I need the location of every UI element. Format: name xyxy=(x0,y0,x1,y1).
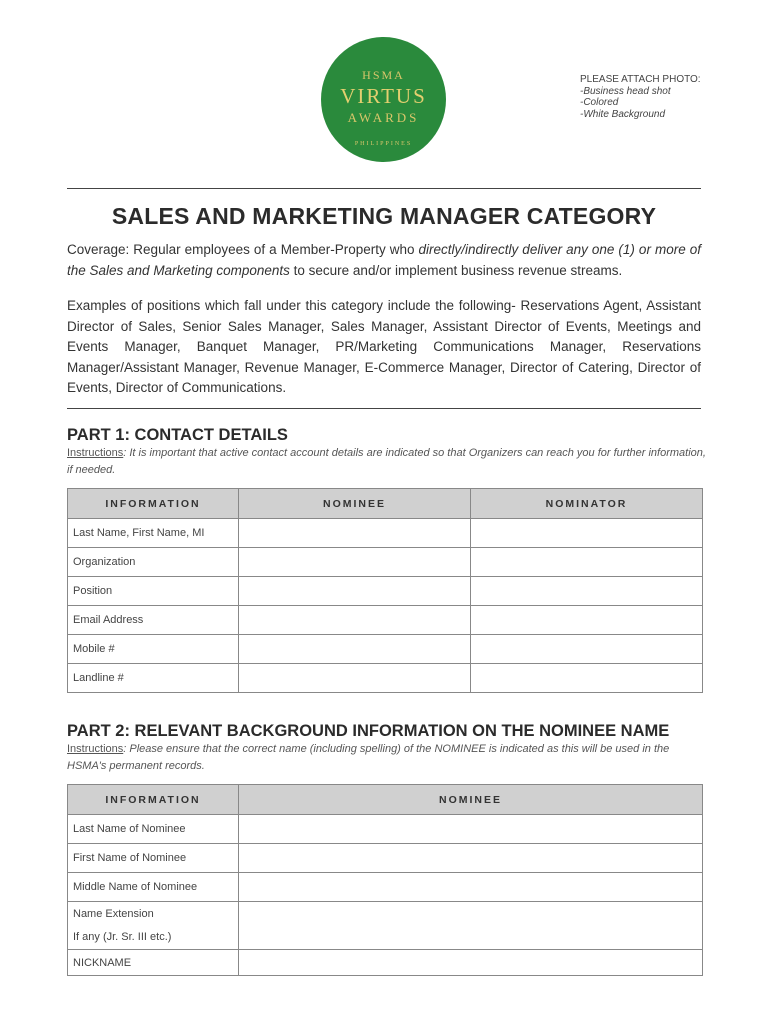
nominee-name-table xyxy=(67,784,703,976)
nominee-name-extension-field[interactable] xyxy=(239,902,703,950)
nominee-last-name-field[interactable] xyxy=(239,815,703,844)
coverage-italic-text: directly/indirectly deliver any one (1) or more of the Sales and Marketing components xyxy=(67,242,701,278)
part1-instructions-label: Instructions xyxy=(67,447,124,459)
photo-note-item: -Colored xyxy=(580,97,619,108)
row-label-landline: Landline # xyxy=(68,664,239,693)
column-header-nominee: NOMINEE xyxy=(239,785,703,815)
contact-details-table xyxy=(67,488,703,693)
row-label-nickname: NICKNAME xyxy=(68,950,239,976)
nominator-position-field[interactable] xyxy=(471,577,703,606)
page-title: SALES AND MARKETING MANAGER CATEGORY xyxy=(111,203,657,229)
nominator-mobile-field[interactable] xyxy=(471,635,703,664)
row-label-name-extension xyxy=(68,902,239,950)
part2-instructions-label: Instructions xyxy=(67,743,124,755)
table-header-row xyxy=(68,785,703,815)
nominee-middle-name-field[interactable] xyxy=(239,873,703,902)
part2-instructions xyxy=(67,741,707,775)
table-row xyxy=(68,548,703,577)
nominator-name-field[interactable] xyxy=(471,519,703,548)
logo-line-philippines: PHILIPPINES xyxy=(354,141,413,147)
column-header-information: INFORMATION xyxy=(68,785,239,815)
row-label-mobile: Mobile # xyxy=(68,635,239,664)
table-row xyxy=(68,519,703,548)
top-divider xyxy=(67,188,701,189)
photo-note-item: -Business head shot xyxy=(580,85,671,97)
nominee-organization-field[interactable] xyxy=(239,548,471,577)
table-row xyxy=(68,902,703,950)
row-label-organization: Organization xyxy=(68,548,239,577)
table-row xyxy=(68,577,703,606)
coverage-text: Coverage: Regular employees of a Member-Property who xyxy=(67,242,419,257)
photo-attach-note xyxy=(580,74,701,120)
table-row xyxy=(68,873,703,902)
hsma-virtus-awards-logo xyxy=(321,37,446,162)
table-row xyxy=(68,606,703,635)
table-row xyxy=(68,844,703,873)
part1-heading: PART 1: CONTACT DETAILS xyxy=(67,426,288,444)
row-label-middle-name: Middle Name of Nominee xyxy=(68,873,239,902)
part2-heading: PART 2: RELEVANT BACKGROUND INFORMATION ON THE NOMINEE NAME xyxy=(67,722,670,740)
logo-line-hsma: HSMA xyxy=(362,68,405,82)
logo-line-virtus: VIRTUS xyxy=(340,84,427,108)
table-header-row xyxy=(68,489,703,519)
nominator-landline-field[interactable] xyxy=(471,664,703,693)
table-row xyxy=(68,950,703,976)
column-header-nominee: NOMINEE xyxy=(239,489,471,519)
mid-divider xyxy=(67,408,701,409)
nominee-nickname-field[interactable] xyxy=(239,950,703,976)
nominator-email-field[interactable] xyxy=(471,606,703,635)
column-header-information: INFORMATION xyxy=(68,489,239,519)
row-label-email: Email Address xyxy=(68,606,239,635)
nominee-landline-field[interactable] xyxy=(239,664,471,693)
name-extension-hint: If any (Jr. Sr. III etc.) xyxy=(73,930,172,943)
logo-line-awards: AWARDS xyxy=(347,110,420,125)
part2-instructions-text: : Please ensure that the correct name (including spelling) of the NOMINEE is indicated as this will be used in the HSMA's permanent records. xyxy=(67,743,670,772)
row-label-name: Last Name, First Name, MI xyxy=(68,519,239,548)
nominee-name-field[interactable] xyxy=(239,519,471,548)
coverage-paragraph xyxy=(67,240,701,281)
nominee-mobile-field[interactable] xyxy=(239,635,471,664)
row-label-position: Position xyxy=(68,577,239,606)
column-header-nominator: NOMINATOR xyxy=(471,489,703,519)
row-label-first-name: First Name of Nominee xyxy=(68,844,239,873)
examples-paragraph: Examples of positions which fall under this category include the following- Reservations Agent, Assistant Director of Sales, Senior Sales Manager, Sales Manager, Assistant Director of Events, Meetings and Events Manager, Banquet Manager, PR/Marketing Communications Manager, Reservations Manager/Assistant Manager, Revenue Manager, E-Commerce Manager, Director of Catering, Director of Events, Director of Communications. xyxy=(67,298,701,395)
part1-instructions xyxy=(67,445,707,479)
nominee-first-name-field[interactable] xyxy=(239,844,703,873)
photo-note-item: -White Background xyxy=(580,108,666,120)
nominee-position-field[interactable] xyxy=(239,577,471,606)
table-row xyxy=(68,815,703,844)
coverage-text-end: to secure and/or implement business revenue streams. xyxy=(289,262,623,278)
nominator-organization-field[interactable] xyxy=(471,548,703,577)
nominee-email-field[interactable] xyxy=(239,606,471,635)
photo-note-heading: PLEASE ATTACH PHOTO: xyxy=(580,74,701,85)
table-row xyxy=(68,664,703,693)
name-extension-label: Name Extension xyxy=(73,907,154,920)
table-row xyxy=(68,635,703,664)
row-label-last-name: Last Name of Nominee xyxy=(68,815,239,844)
part1-instructions-text: : It is important that active contact account details are indicated so that Organizers can reach you for further information, if needed. xyxy=(67,447,706,476)
